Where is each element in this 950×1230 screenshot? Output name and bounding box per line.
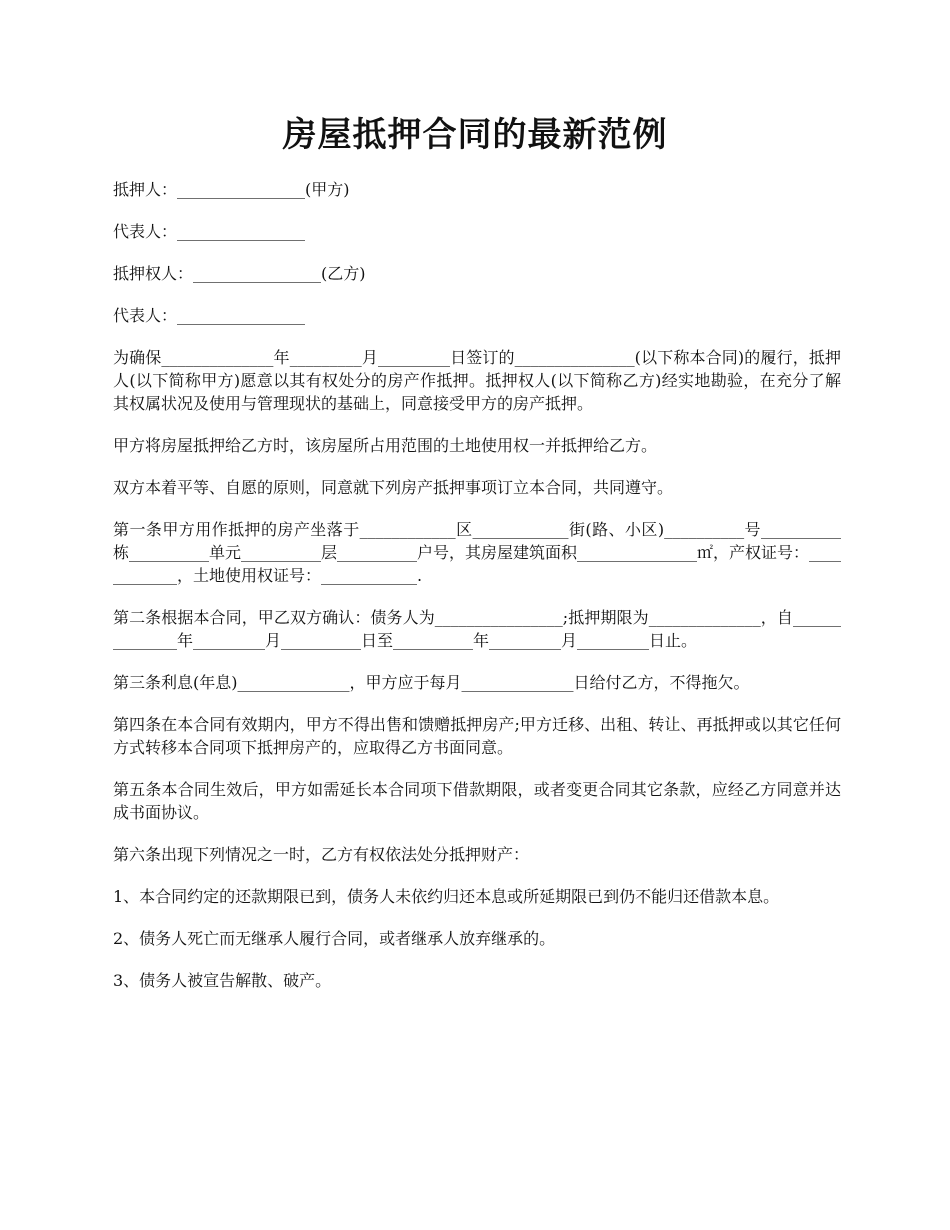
principle-paragraph: 双方本着平等、自愿的原则，同意就下列房产抵押事项订立本合同，共同遵守。 [113, 478, 674, 497]
mortgagee-representative-line: 代表人：________________ [113, 306, 306, 325]
condition-3-paragraph: 3、债务人被宣告解散、破产。 [113, 971, 332, 990]
purpose-paragraph: 为确保______________年_________月_________日签订的_______________(以下称本合同)的履行，抵押人(以下简称甲方)愿意以其有权处分的房产作抵押。抵押权人(以下简称乙方)经实地勘验，在充分了解其权属状况及使用与管理现状的基础上，同意接受甲方的房产抵押。 [113, 348, 841, 413]
mortgagor-line: 抵押人：________________(甲方) [113, 180, 350, 199]
article-2-paragraph: 第二条根据本合同，甲乙双方确认：债务人为________________;抵押期限为______________，自______________年_________月__________日至__________年_________月_________日止。 [113, 608, 841, 650]
document-title: 房屋抵押合同的最新范例 [282, 115, 668, 155]
mortgagee-line: 抵押权人：________________(乙方) [113, 264, 366, 283]
article-6-paragraph: 第六条出现下列情况之一时，乙方有权依法处分抵押财产： [113, 845, 530, 864]
article-1-paragraph: 第一条甲方用作抵押的房产坐落于____________区____________街(路、小区)__________号__________栋__________单元__________层__________户号，其房屋建筑面积_______________㎡，产权证号：____________，土地使用权证号：____________. [113, 520, 842, 585]
land-use-paragraph: 甲方将房屋抵押给乙方时，该房屋所占用范围的土地使用权一并抵押给乙方。 [113, 436, 658, 455]
document-body [113, 178, 841, 1011]
article-4-paragraph: 第四条在本合同有效期内，甲方不得出售和馈赠抵押房产;甲方迁移、出租、转让、再抵押或以其它任何方式转移本合同项下抵押房产的，应取得乙方书面同意。 [113, 715, 841, 757]
article-3-paragraph: 第三条利息(年息)______________，甲方应于每月______________日给付乙方，不得拖欠。 [113, 673, 750, 692]
condition-2-paragraph: 2、债务人死亡而无继承人履行合同，或者继承人放弃继承的。 [113, 929, 556, 948]
mortgagor-representative-line: 代表人：________________ [113, 222, 306, 241]
condition-1-paragraph: 1、本合同约定的还款期限已到，债务人未依约归还本息或所延期限已到仍不能归还借款本息。 [113, 887, 780, 906]
article-5-paragraph: 第五条本合同生效后，甲方如需延长本合同项下借款期限，或者变更合同其它条款，应经乙方同意并达成书面协议。 [113, 780, 841, 822]
